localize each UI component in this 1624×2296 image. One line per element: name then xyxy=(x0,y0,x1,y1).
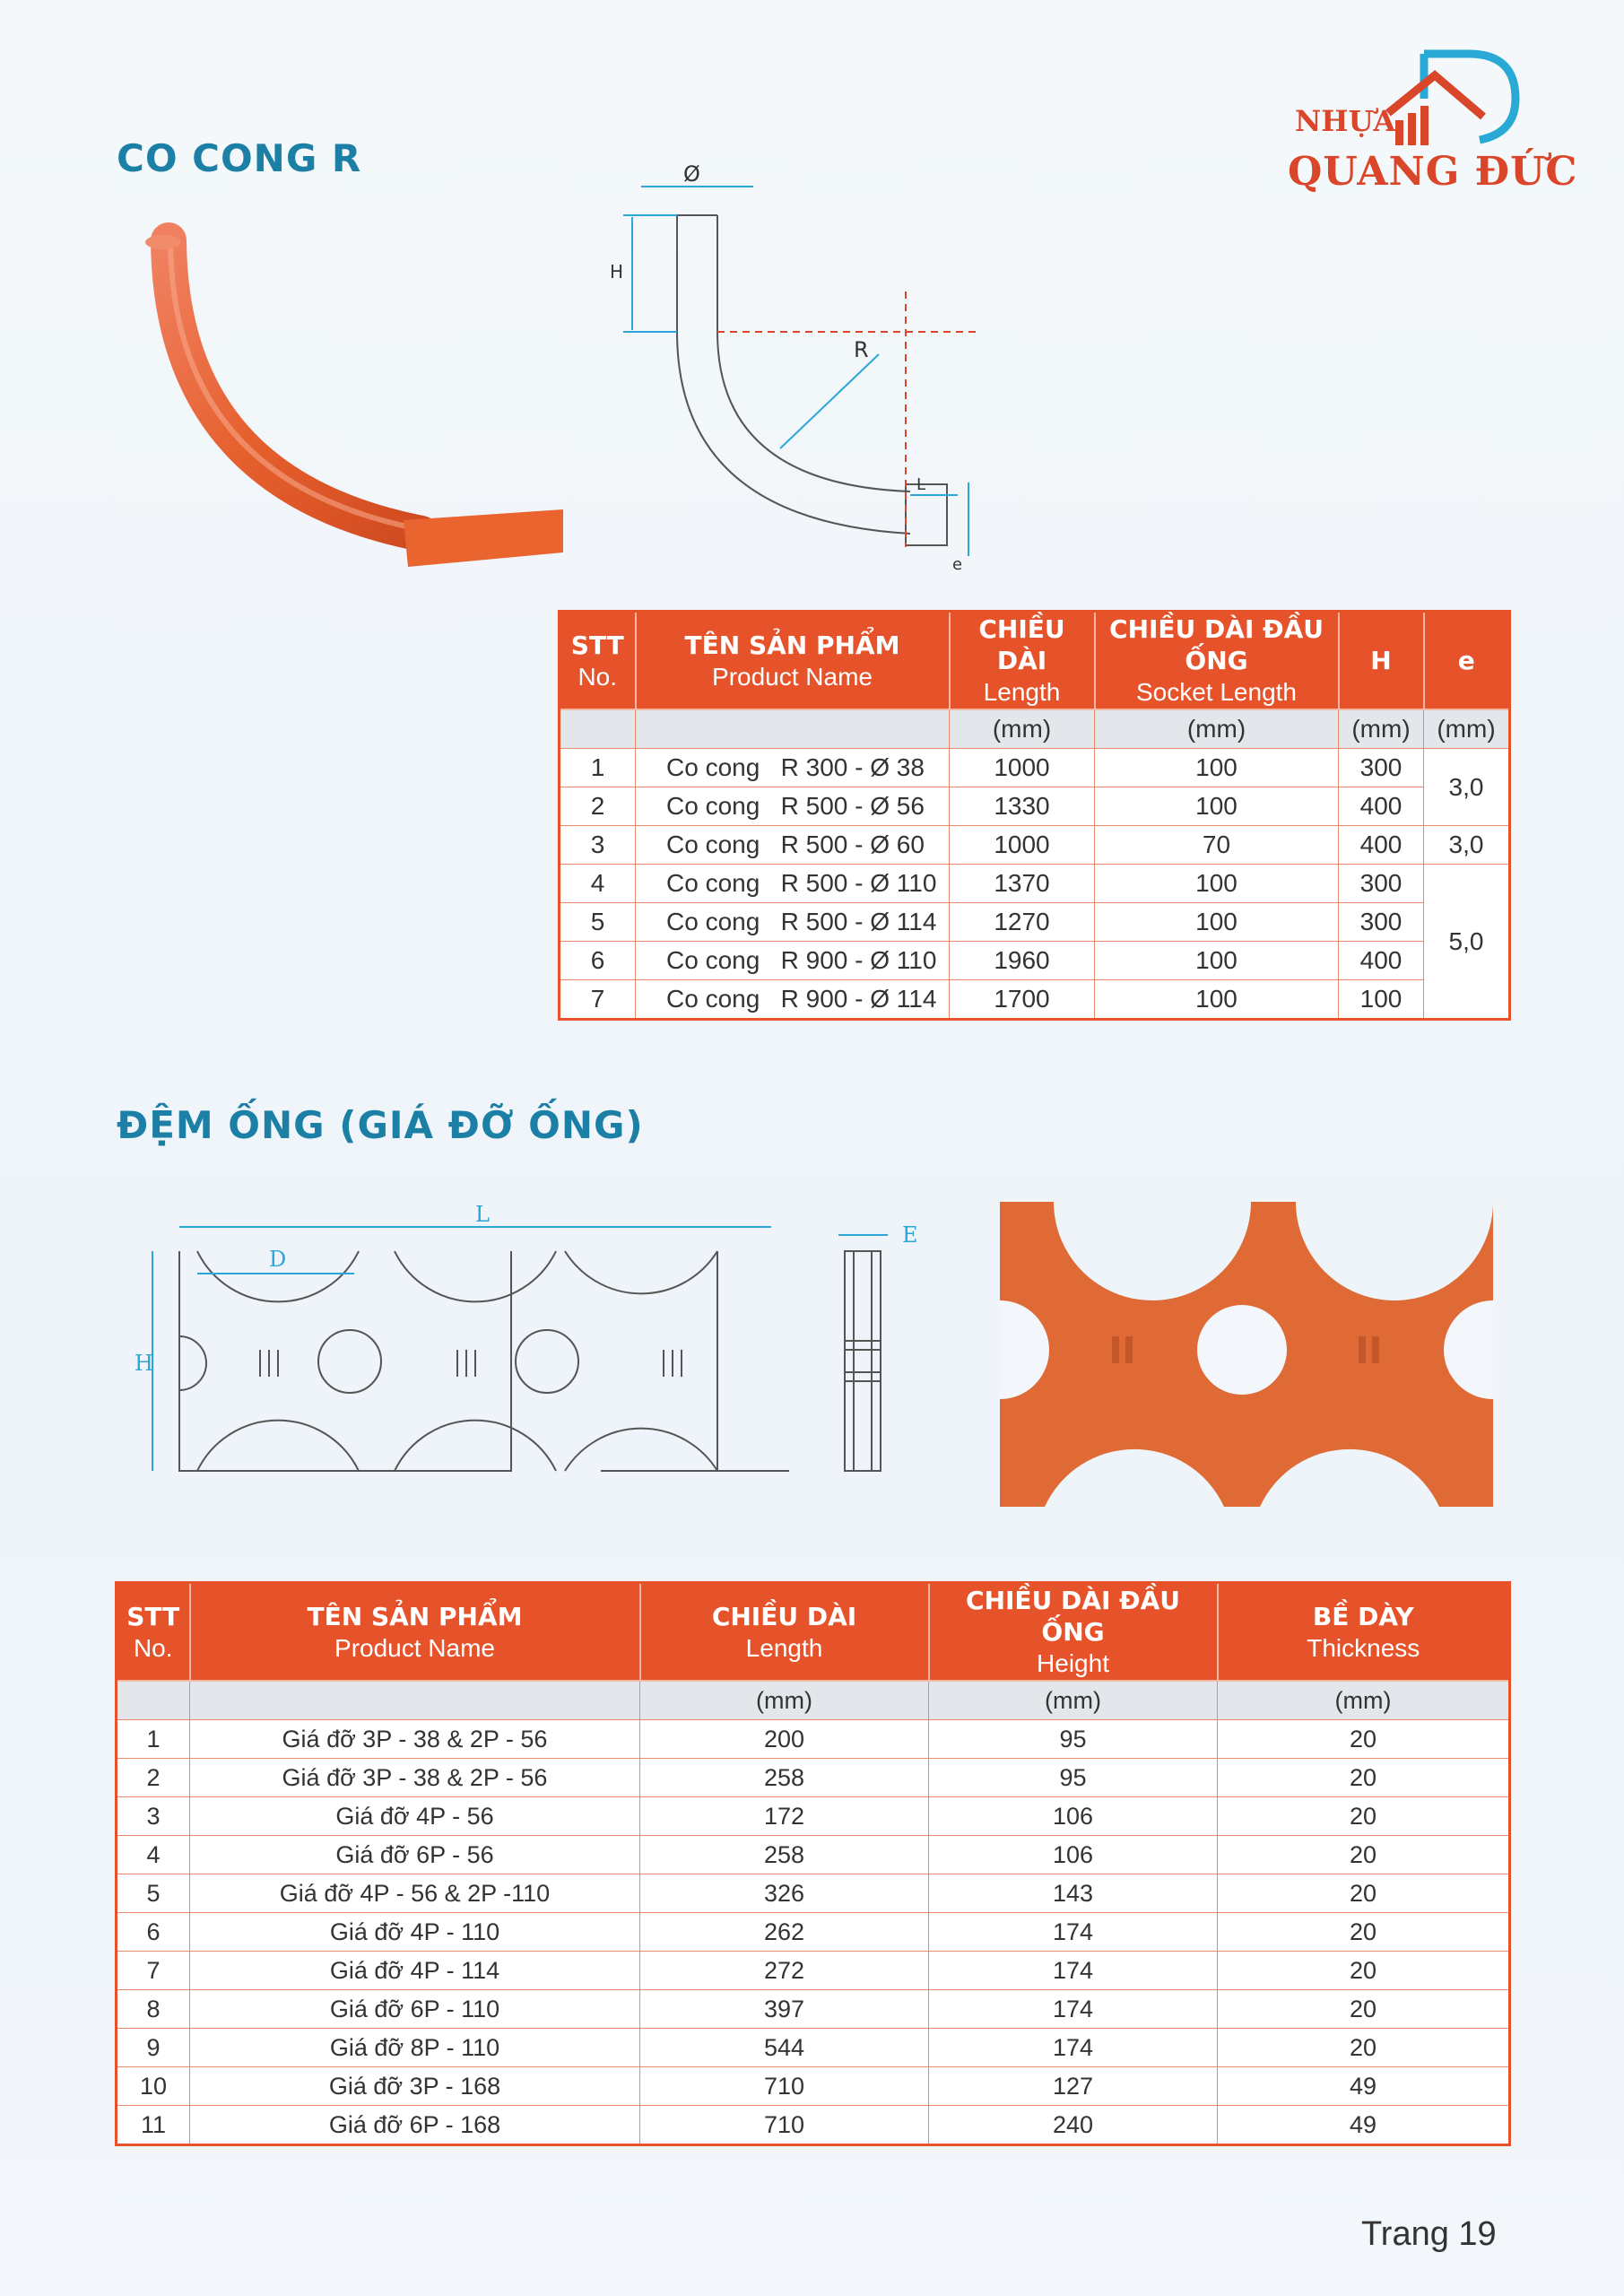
socket-label: L xyxy=(916,475,926,494)
header-no: STT No. xyxy=(117,1583,190,1682)
co-cong-spec-table xyxy=(558,610,1511,1021)
header-no: STT No. xyxy=(560,612,636,710)
cell-height: 143 xyxy=(929,1874,1218,1913)
units-row: (mm) (mm) (mm) xyxy=(117,1681,1510,1720)
cell-length: 262 xyxy=(640,1913,929,1952)
pipe-spacer-spec-table xyxy=(115,1581,1511,2146)
e-value-cell: 3,0 xyxy=(1424,826,1510,865)
table-row: 1 Co cong R 300 - Ø 38 1000 100 300 3,0 xyxy=(560,749,1510,787)
table-row xyxy=(117,1874,1510,1913)
cell-length: 172 xyxy=(640,1797,929,1836)
header-product-name: TÊN SẢN PHẨM Product Name xyxy=(190,1583,640,1682)
cell-length: 710 xyxy=(640,2067,929,2106)
table-row: 5 Co cong R 500 - Ø 114 1270 100 300 xyxy=(560,903,1510,942)
cell-no: 6 xyxy=(117,1913,190,1952)
header-product-name: TÊN SẢN PHẨM Product Name xyxy=(636,612,950,710)
height-label: H xyxy=(610,261,624,283)
diameter-label: D xyxy=(269,1247,287,1272)
table-row: 6 Co cong R 900 - Ø 110 1960 100 400 xyxy=(560,942,1510,980)
cell-height: 95 xyxy=(929,1759,1218,1797)
cell-no: 1 xyxy=(117,1720,190,1759)
cell-no: 11 xyxy=(117,2106,190,2145)
cell-length: 397 xyxy=(640,1990,929,2029)
cell-thickness: 49 xyxy=(1218,2067,1510,2106)
table-row xyxy=(117,1836,1510,1874)
table-row: 3 Co cong R 500 - Ø 60 1000 70 400 3,0 xyxy=(560,826,1510,865)
cell-length: 258 xyxy=(640,1836,929,1874)
brand-logo xyxy=(1281,43,1578,213)
cell-height: 106 xyxy=(929,1797,1218,1836)
cell-no: 8 xyxy=(117,1990,190,2029)
logo-text-line1: NHỰA xyxy=(1295,104,1396,138)
section-title-dem-ong: ĐỆM ỐNG (GIÁ ĐỠ ỐNG) xyxy=(117,1103,644,1147)
cell-name: Giá đỡ 4P - 110 xyxy=(190,1913,640,1952)
cell-name: Giá đỡ 4P - 114 xyxy=(190,1952,640,1990)
cell-name: Giá đỡ 8P - 110 xyxy=(190,2029,640,2067)
e-value-cell: 5,0 xyxy=(1424,865,1510,1020)
e-value-cell: 3,0 xyxy=(1424,749,1510,826)
cell-no: 5 xyxy=(117,1874,190,1913)
bend-pipe-photo xyxy=(135,215,601,610)
table-row: 7 Co cong R 900 - Ø 114 1700 100 100 xyxy=(560,980,1510,1020)
thickness-label: E xyxy=(902,1222,918,1248)
cell-length: 200 xyxy=(640,1720,929,1759)
cell-height: 240 xyxy=(929,2106,1218,2145)
cell-thickness: 20 xyxy=(1218,1836,1510,1874)
cell-thickness: 20 xyxy=(1218,1759,1510,1797)
pipe-spacer-photo xyxy=(991,1193,1493,1525)
header-length: CHIỀU DÀI Length xyxy=(640,1583,929,1682)
table-row xyxy=(117,1759,1510,1797)
cell-height: 174 xyxy=(929,1990,1218,2029)
cell-thickness: 20 xyxy=(1218,1990,1510,2029)
cell-no: 4 xyxy=(117,1836,190,1874)
pipe-spacer-drawing xyxy=(126,1202,789,1489)
header-height: CHIỀU DÀI ĐẦU ỐNG Height xyxy=(929,1583,1218,1682)
table-row xyxy=(117,2029,1510,2067)
table-row xyxy=(117,1952,1510,1990)
cell-no: 9 xyxy=(117,2029,190,2067)
cell-length: 272 xyxy=(640,1952,929,1990)
cell-no: 7 xyxy=(117,1952,190,1990)
section-title-co-cong: CO CONG R xyxy=(117,136,362,180)
cell-length: 258 xyxy=(640,1759,929,1797)
header-length: CHIỀU DÀI Length xyxy=(950,612,1095,710)
bend-pipe-drawing xyxy=(592,161,1004,583)
cell-name: Giá đỡ 6P - 110 xyxy=(190,1990,640,2029)
cell-height: 174 xyxy=(929,1952,1218,1990)
diameter-label: Ø xyxy=(683,161,700,187)
cell-no: 3 xyxy=(117,1797,190,1836)
cell-thickness: 20 xyxy=(1218,2029,1510,2067)
radius-label: R xyxy=(854,337,869,362)
table-row xyxy=(117,1720,1510,1759)
cell-name: Giá đỡ 6P - 56 xyxy=(190,1836,640,1874)
cell-length: 710 xyxy=(640,2106,929,2145)
page-number: Trang 19 xyxy=(1361,2215,1497,2253)
thickness-label: e xyxy=(952,555,963,574)
cell-length: 326 xyxy=(640,1874,929,1913)
table-header-row xyxy=(117,1583,1510,1682)
cell-name: Giá đỡ 6P - 168 xyxy=(190,2106,640,2145)
height-label: H xyxy=(135,1351,153,1376)
cell-height: 127 xyxy=(929,2067,1218,2106)
table-row xyxy=(117,2067,1510,2106)
cell-name: Giá đỡ 4P - 56 & 2P -110 xyxy=(190,1874,640,1913)
cell-thickness: 49 xyxy=(1218,2106,1510,2145)
table-row: 2 Co cong R 500 - Ø 56 1330 100 400 xyxy=(560,787,1510,826)
table-row: 4 Co cong R 500 - Ø 110 1370 100 300 5,0 xyxy=(560,865,1510,903)
cell-length: 544 xyxy=(640,2029,929,2067)
cell-height: 106 xyxy=(929,1836,1218,1874)
cell-thickness: 20 xyxy=(1218,1797,1510,1836)
cell-name: Giá đỡ 3P - 168 xyxy=(190,2067,640,2106)
cell-thickness: 20 xyxy=(1218,1874,1510,1913)
table-header-row xyxy=(560,612,1510,710)
cell-thickness: 20 xyxy=(1218,1952,1510,1990)
cell-thickness: 20 xyxy=(1218,1720,1510,1759)
cell-no: 10 xyxy=(117,2067,190,2106)
header-socket-length: CHIỀU DÀI ĐẦU ỐNG Socket Length xyxy=(1095,612,1339,710)
cell-thickness: 20 xyxy=(1218,1913,1510,1952)
cell-name: Giá đỡ 4P - 56 xyxy=(190,1797,640,1836)
cell-height: 95 xyxy=(929,1720,1218,1759)
table-row xyxy=(117,1913,1510,1952)
cell-height: 174 xyxy=(929,2029,1218,2067)
table-row xyxy=(117,2106,1510,2145)
table-row xyxy=(117,1797,1510,1836)
cell-name: Giá đỡ 3P - 38 & 2P - 56 xyxy=(190,1759,640,1797)
units-row: (mm) (mm) (mm) (mm) xyxy=(560,709,1510,749)
header-e: e xyxy=(1424,612,1510,710)
cell-no: 2 xyxy=(117,1759,190,1797)
cell-name: Giá đỡ 3P - 38 & 2P - 56 xyxy=(190,1720,640,1759)
logo-text-line2: QUANG ĐỨC xyxy=(1288,149,1578,195)
cell-height: 174 xyxy=(929,1913,1218,1952)
pipe-spacer-side-drawing xyxy=(834,1215,933,1484)
header-thickness: BỀ DÀY Thickness xyxy=(1218,1583,1510,1682)
header-h: H xyxy=(1339,612,1424,710)
table-row xyxy=(117,1990,1510,2029)
length-label: L xyxy=(475,1202,490,1227)
